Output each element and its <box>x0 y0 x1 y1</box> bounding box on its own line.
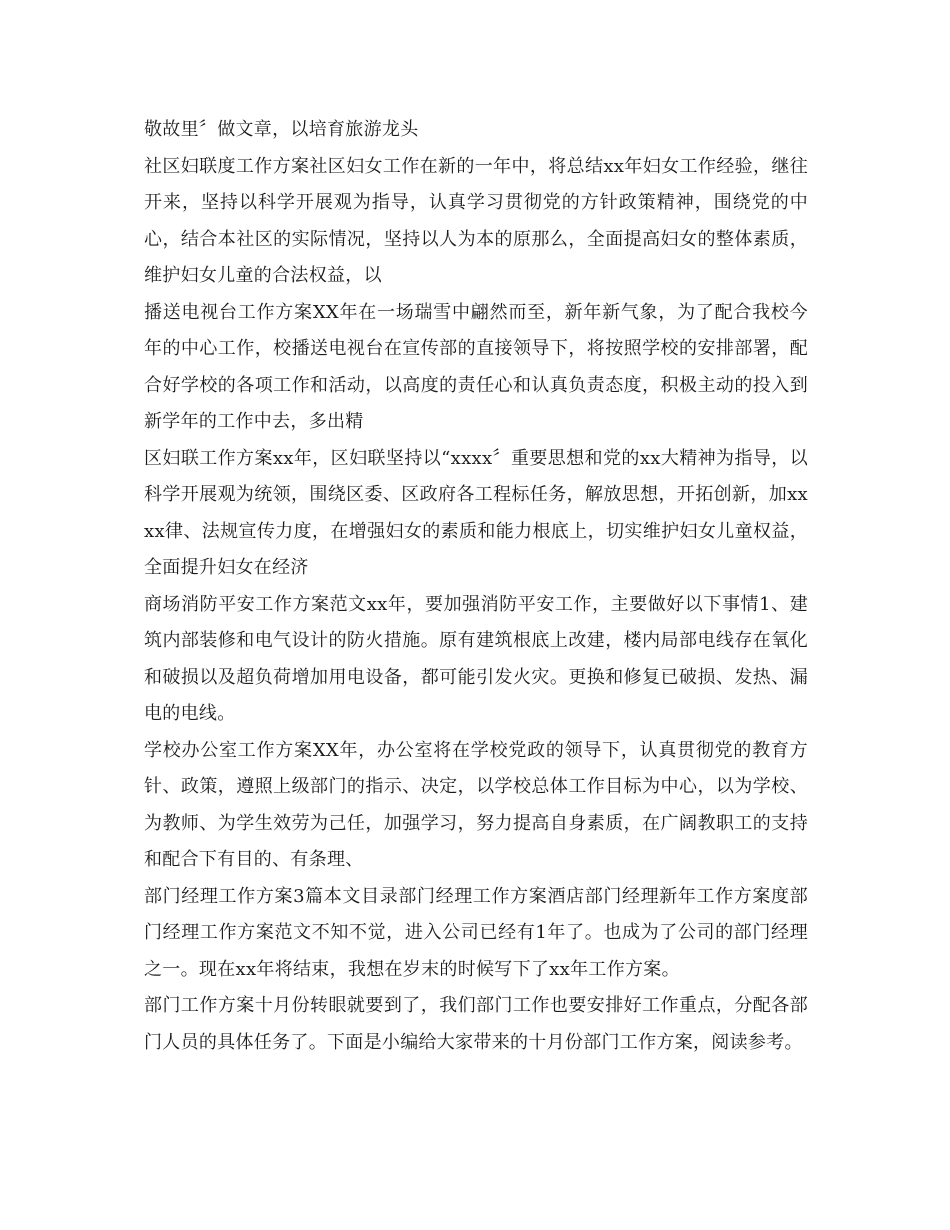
paragraph-1: 敬故里〞做文章，以培育旅游龙头 <box>144 119 419 140</box>
paragraph-5: 商场消防平安工作方案范文xx年，要加强消防平安工作，主要做好以下事情1、建筑内部装修和电气设计的防火措施。原有建筑根底上改建，楼内局部电线存在氧化和破损以及超负荷增加用电设备，都可能引发火灾。更换和修复已破损、发热、漏电的电线。 <box>144 593 808 724</box>
paragraph-7: 部门经理工作方案3篇本文目录部门经理工作方案酒店部门经理新年工作方案度部门经理工作方案范文不知不觉，进入公司已经有1年了。也成为了公司的部门经理之一。现在xx年将结束，我想在岁末的时候写下了xx年工作方案。 <box>144 885 808 980</box>
paragraph-8: 部门工作方案十月份转眼就要到了，我们部门工作也要安排好工作重点，分配各部门人员的具体任务了。下面是小编给大家带来的十月份部门工作方案，阅读参考。 <box>144 995 808 1053</box>
paragraph-4: 区妇联工作方案xx年，区妇联坚持以“xxxx〞重要思想和党的xx大精神为指导，以科学开展观为统领，围绕区委、区政府各工程标任务，解放思想，开拓创新，加xxxx律、法规宣传力度，在增强妇女的素质和能力根底上，切实维护妇女儿童权益，全面提升妇女在经济 <box>144 447 808 578</box>
paragraph-2: 社区妇联度工作方案社区妇女工作在新的一年中，将总结xx年妇女工作经验，继往开来，坚持以科学开展观为指导，认真学习贯彻党的方针政策精神，围绕党的中心，结合本社区的实际情况，坚持以人为本的原那么，全面提高妇女的整体素质，维护妇女儿童的合法权益，以 <box>144 155 808 286</box>
paragraph-6: 学校办公室工作方案XX年，办公室将在学校党政的领导下，认真贯彻党的教育方针、政策，遵照上级部门的指示、决定，以学校总体工作目标为中心，以为学校、为教师、为学生效劳为己任，加强学习，努力提高自身素质，在广阔教职工的支持和配合下有目的、有条理、 <box>144 739 808 870</box>
paragraph-3: 播送电视台工作方案XX年在一场瑞雪中翩然而至，新年新气象，为了配合我校今年的中心工作，校播送电视台在宣传部的直接领导下，将按照学校的安排部署，配合好学校的各项工作和活动，以高度的责任心和认真负责态度，积极主动的投入到新学年的工作中去，多出精 <box>144 301 808 432</box>
document-body <box>144 112 808 1061</box>
